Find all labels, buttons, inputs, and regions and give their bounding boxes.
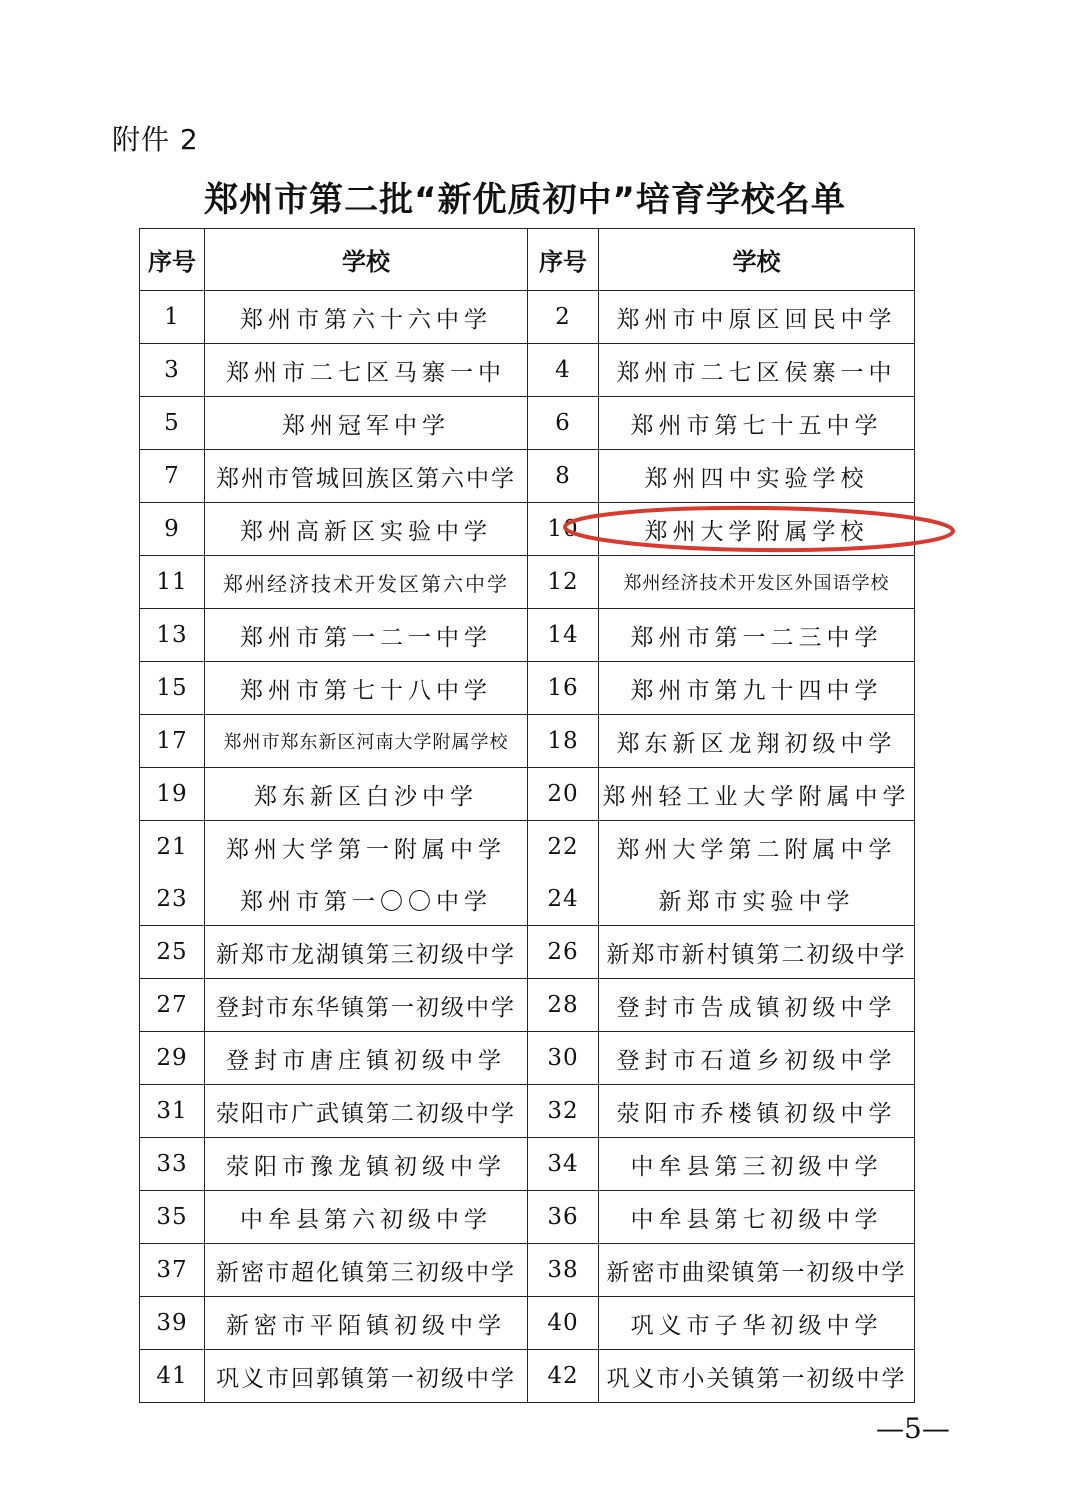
row-number-left: 5 xyxy=(140,397,205,450)
row-number-left: 11 xyxy=(140,556,205,609)
school-name-left: 新密市超化镇第三初级中学 xyxy=(205,1244,528,1297)
table-header-row xyxy=(140,229,915,291)
school-name-left: 郑州高新区实验中学 xyxy=(205,503,528,556)
school-name-right: 郑州经济技术开发区外国语学校 xyxy=(599,556,915,609)
row-number-right: 24 xyxy=(528,873,599,926)
school-name-left: 荥阳市广武镇第二初级中学 xyxy=(205,1085,528,1138)
school-name-right: 郑州市第九十四中学 xyxy=(599,662,915,715)
school-name-left: 郑州市郑东新区河南大学附属学校 xyxy=(205,715,528,768)
row-number-left: 21 xyxy=(140,821,205,874)
table-row xyxy=(140,662,915,715)
row-number-right: 8 xyxy=(528,450,599,503)
school-name-right: 荥阳市乔楼镇初级中学 xyxy=(599,1085,915,1138)
school-name-right: 郑州市第七十五中学 xyxy=(599,397,915,450)
table-row xyxy=(140,1350,915,1403)
table-row xyxy=(140,979,915,1032)
school-name-right: 郑东新区龙翔初级中学 xyxy=(599,715,915,768)
row-number-left: 35 xyxy=(140,1191,205,1244)
school-name-left: 巩义市回郭镇第一初级中学 xyxy=(205,1350,528,1403)
row-number-right: 4 xyxy=(528,344,599,397)
school-name-right: 郑州市第一二三中学 xyxy=(599,609,915,662)
table-row xyxy=(140,1297,915,1350)
school-list-table xyxy=(139,228,915,1403)
row-number-left: 27 xyxy=(140,979,205,1032)
row-number-right: 22 xyxy=(528,821,599,874)
school-name-left: 郑州市第六十六中学 xyxy=(205,291,528,344)
row-number-left: 33 xyxy=(140,1138,205,1191)
school-name-right: 郑州大学第二附属中学 xyxy=(599,821,915,874)
table-row xyxy=(140,1191,915,1244)
table-row xyxy=(140,291,915,344)
school-name-left: 郑东新区白沙中学 xyxy=(205,768,528,821)
row-number-right: 6 xyxy=(528,397,599,450)
row-number-right: 32 xyxy=(528,1085,599,1138)
school-name-right: 郑州轻工业大学附属中学 xyxy=(599,768,915,821)
page-number: —5— xyxy=(876,1412,950,1445)
school-name-left: 郑州市第一二一中学 xyxy=(205,609,528,662)
row-number-right: 34 xyxy=(528,1138,599,1191)
table-body xyxy=(140,291,915,1403)
school-name-left: 郑州市第一〇〇中学 xyxy=(205,873,528,926)
table-row xyxy=(140,821,915,874)
school-name-right: 登封市告成镇初级中学 xyxy=(599,979,915,1032)
school-name-left: 新郑市龙湖镇第三初级中学 xyxy=(205,926,528,979)
school-name-right: 郑州四中实验学校 xyxy=(599,450,915,503)
school-name-left: 登封市东华镇第一初级中学 xyxy=(205,979,528,1032)
row-number-right: 36 xyxy=(528,1191,599,1244)
row-number-left: 3 xyxy=(140,344,205,397)
table-row xyxy=(140,1244,915,1297)
school-name-right: 新密市曲梁镇第一初级中学 xyxy=(599,1244,915,1297)
table-row xyxy=(140,1032,915,1085)
row-number-right: 42 xyxy=(528,1350,599,1403)
row-number-left: 13 xyxy=(140,609,205,662)
row-number-right: 26 xyxy=(528,926,599,979)
table-row xyxy=(140,768,915,821)
row-number-left: 41 xyxy=(140,1350,205,1403)
table-row xyxy=(140,873,915,926)
school-name-left: 郑州市管城回族区第六中学 xyxy=(205,450,528,503)
school-name-left: 郑州经济技术开发区第六中学 xyxy=(205,556,528,609)
table-row xyxy=(140,556,915,609)
school-name-right: 新郑市实验中学 xyxy=(599,873,915,926)
school-name-left: 郑州大学第一附属中学 xyxy=(205,821,528,874)
header-school-right: 学校 xyxy=(599,229,915,291)
school-name-left: 荥阳市豫龙镇初级中学 xyxy=(205,1138,528,1191)
page-title: 郑州市第二批“新优质初中”培育学校名单 xyxy=(204,180,846,220)
row-number-left: 23 xyxy=(140,873,205,926)
header-number-left: 序号 xyxy=(140,229,205,291)
row-number-right: 12 xyxy=(528,556,599,609)
row-number-left: 39 xyxy=(140,1297,205,1350)
table-row xyxy=(140,397,915,450)
table-row xyxy=(140,1138,915,1191)
row-number-right: 30 xyxy=(528,1032,599,1085)
row-number-right: 40 xyxy=(528,1297,599,1350)
school-name-left: 登封市唐庄镇初级中学 xyxy=(205,1032,528,1085)
row-number-right: 16 xyxy=(528,662,599,715)
school-name-right: 中牟县第三初级中学 xyxy=(599,1138,915,1191)
school-name-right: 郑州市中原区回民中学 xyxy=(599,291,915,344)
table-row xyxy=(140,450,915,503)
row-number-right: 28 xyxy=(528,979,599,1032)
header-number-right: 序号 xyxy=(528,229,599,291)
row-number-right: 2 xyxy=(528,291,599,344)
row-number-left: 15 xyxy=(140,662,205,715)
school-name-left: 郑州市第七十八中学 xyxy=(205,662,528,715)
row-number-left: 25 xyxy=(140,926,205,979)
school-name-right: 郑州市二七区侯寨一中 xyxy=(599,344,915,397)
header-school-left: 学校 xyxy=(205,229,528,291)
row-number-left: 17 xyxy=(140,715,205,768)
attachment-label: 附件 2 xyxy=(112,123,199,156)
school-name-right: 登封市石道乡初级中学 xyxy=(599,1032,915,1085)
school-name-right: 巩义市子华初级中学 xyxy=(599,1297,915,1350)
table-row xyxy=(140,609,915,662)
table-row xyxy=(140,715,915,768)
school-name-left: 中牟县第六初级中学 xyxy=(205,1191,528,1244)
table-row xyxy=(140,344,915,397)
row-number-left: 7 xyxy=(140,450,205,503)
row-number-left: 9 xyxy=(140,503,205,556)
row-number-right: 10 xyxy=(528,503,599,556)
row-number-right: 38 xyxy=(528,1244,599,1297)
row-number-left: 1 xyxy=(140,291,205,344)
table-row xyxy=(140,1085,915,1138)
row-number-left: 31 xyxy=(140,1085,205,1138)
table-row xyxy=(140,926,915,979)
row-number-left: 37 xyxy=(140,1244,205,1297)
school-name-left: 郑州冠军中学 xyxy=(205,397,528,450)
school-name-right: 新郑市新村镇第二初级中学 xyxy=(599,926,915,979)
row-number-left: 29 xyxy=(140,1032,205,1085)
row-number-right: 18 xyxy=(528,715,599,768)
school-name-left: 新密市平陌镇初级中学 xyxy=(205,1297,528,1350)
row-number-right: 20 xyxy=(528,768,599,821)
table-row xyxy=(140,503,915,556)
school-name-right: 郑州大学附属学校 xyxy=(599,503,915,556)
school-name-left: 郑州市二七区马寨一中 xyxy=(205,344,528,397)
school-name-right: 中牟县第七初级中学 xyxy=(599,1191,915,1244)
row-number-right: 14 xyxy=(528,609,599,662)
school-name-right: 巩义市小关镇第一初级中学 xyxy=(599,1350,915,1403)
row-number-left: 19 xyxy=(140,768,205,821)
